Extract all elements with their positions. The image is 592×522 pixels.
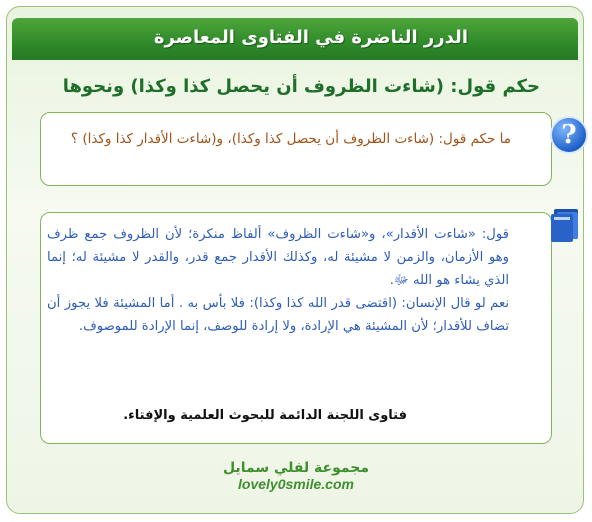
site-footer	[0, 460, 592, 502]
fatwa-source: فتاوى اللجنة الدائمة للبحوث العلمية والإفتاء.	[123, 408, 407, 423]
footer-site-url[interactable]: lovely0smile.com	[238, 476, 354, 492]
answer-box	[40, 212, 552, 444]
answer-paragraph: نعم لو قال الإنسان: (اقتضى قدر الله كذا وكذا): فلا بأس به . أما المشيئة فلا يجوز أن تضاف للأقدار؛ لأن المشيئة هي الإرادة، ولا إرادة للوصف، إنما الإرادة للموصوف.	[47, 296, 509, 334]
header-banner	[12, 18, 578, 60]
topic-title: حكم قول: (شاءت الظروف أن يحصل كذا وكذا) ونحوها	[62, 76, 540, 97]
answer-paragraph: قول: «شاءت الأقدار»، و«شاءت الظروف» ألفاظ منكرة؛ لأن الظروف جمع ظرف وهو الأزمان، والزمن لا مشيئة له، وكذلك الأقدار جمع قدر، والقدر لا مشيئة له؛ إنما الذي يشاء هو الله ﷻ.	[47, 227, 509, 288]
answer-text	[47, 223, 509, 338]
book-icon	[546, 205, 586, 245]
page-title: الدرر الناضرة في الفتاوى المعاصرة	[153, 27, 468, 48]
question-box	[40, 112, 552, 186]
footer-arabic-name: مجموعة لفلي سمايل	[222, 460, 370, 476]
question-text: ما حكم قول: (شاءت الظروف أن يحصل كذا وكذا)، و(شاءت الأقدار كذا وكذا) ؟	[70, 131, 511, 147]
question-icon: ?	[550, 116, 588, 154]
